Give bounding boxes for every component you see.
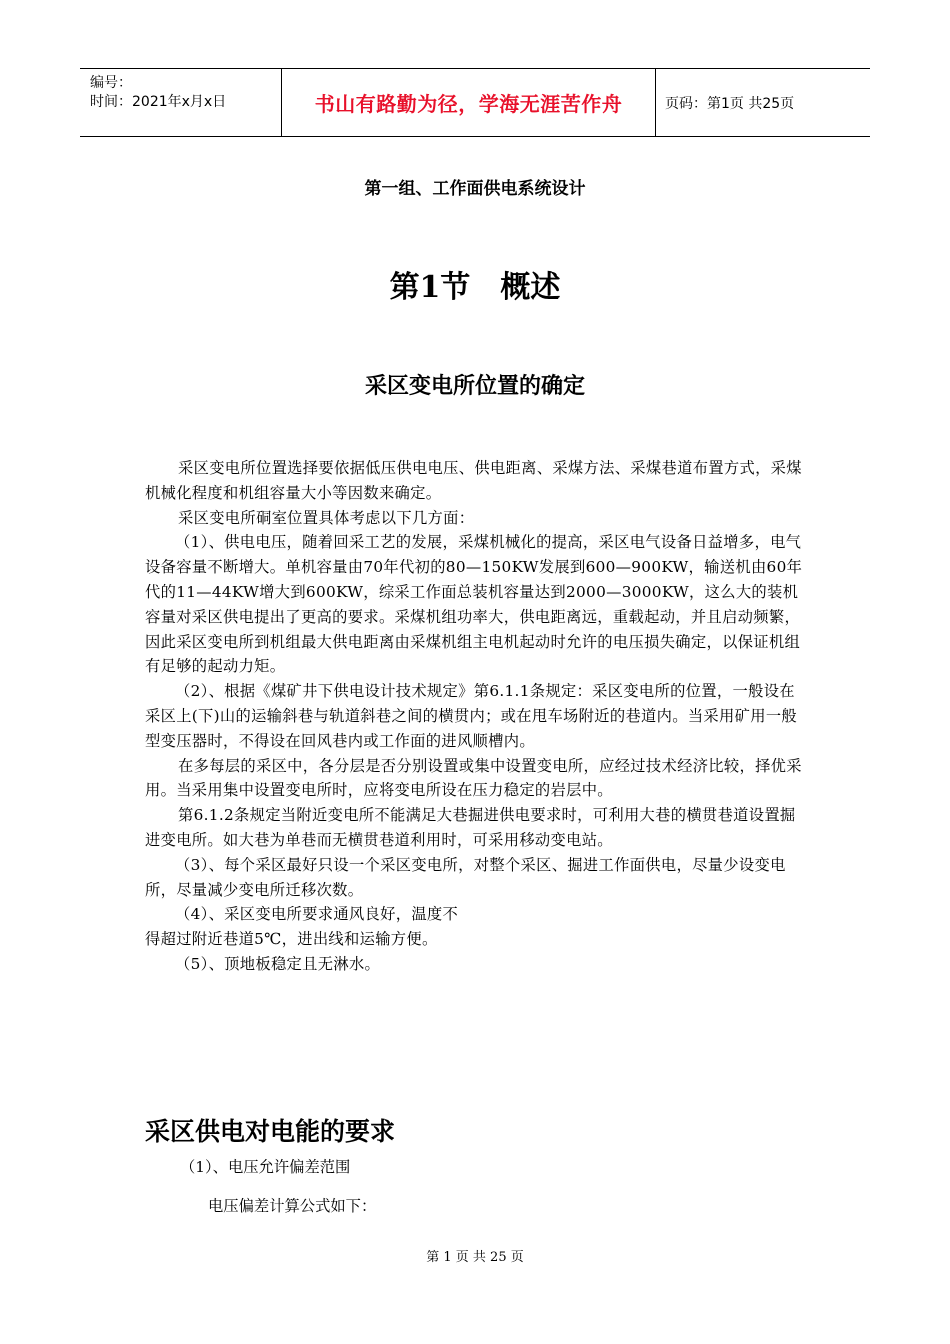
header-left: [80, 69, 280, 136]
paragraph: 第6.1.2条规定当附近变电所不能满足大巷掘进供电要求时，可利用大巷的横贯巷道设置掘进变电所。如大巷为单巷而无横贯巷道利用时，可采用移动变电站。: [145, 806, 796, 849]
paragraph: 采区变电所位置选择要依据低压供电电压、供电距离、采煤方法、采煤巷道布置方式，采煤机械化程度和机组容量大小等因数来确定。: [145, 459, 802, 502]
page-header: [80, 68, 870, 137]
paragraph: （2）、根据《煤矿井下供电设计技术规定》第6.1.1条规定：采区变电所的位置，一般设在采区上(下)山的运输斜巷与轨道斜巷之间的横贯内；或在甩车场附近的巷道内。当采用矿用一般型变压器时，不得设在回风巷内或工作面的进风顺槽内。: [145, 682, 798, 750]
body-text: [145, 456, 805, 977]
paragraph: 采区变电所硐室位置具体考虑以下几方面：: [178, 508, 475, 527]
section2-heading: 采区供电对电能的要求: [145, 1117, 396, 1146]
subsection-title: 采区变电所位置的确定: [364, 374, 585, 399]
paragraph: 在多每层的采区中，各分层是否分别设置或集中设置变电所，应经过技术经济比较，择优采用。当采用集中设置变电所时，应将变电所设在压力稳定的岩层中。: [145, 756, 802, 800]
motto-text: 书山有路勤为径，学海无涯苦作舟: [314, 92, 623, 116]
time-label: 时间：2021年x月x日: [90, 94, 227, 110]
page-footer: 第 1 页 共 25 页: [426, 1250, 524, 1265]
group-title: 第一组、工作面供电系统设计: [364, 179, 586, 199]
section-title: 第1节 概述: [389, 270, 561, 305]
paragraph: （1）、供电电压，随着回采工艺的发展，采煤机械化的提高，采区电气设备日益增多，电气设备容量不断增大。单机容量由70年代初的80—150KW发展到600—900KW，输送机由60年代的11—44KW增大到600KW，综采工作面总装机容量达到2000—3000KW，这么大的装机容量对采区供电提出了更高的要求。采煤机组功率大，供电距离远，重载起动，并且启动频繁，因此采区变电所到机组最大供电距离由采煤机组主电机起动时允许的电压损失确定，以保证机组有足够的起动力矩。: [145, 533, 803, 676]
section2-item2: 电压偏差计算公式如下：: [208, 1197, 377, 1215]
section2-item1: （1）、电压允许偏差范围: [180, 1158, 351, 1176]
paragraph: （3）、每个采区最好只设一个采区变电所，对整个采区、掘进工作面供电，尽量少设变电所，尽量减少变电所迁移次数。: [145, 855, 786, 899]
number-label: 编号：: [90, 75, 132, 91]
paragraph: （5）、顶地板稳定且无淋水。: [175, 954, 381, 973]
paragraph: 得超过附近巷道5℃，进出线和运输方便。: [145, 930, 438, 949]
paragraph: （4）、采区变电所要求通风良好，温度不: [175, 905, 459, 924]
header-page-info: 页码：第1页 共25页: [665, 95, 795, 112]
header-motto: [281, 69, 656, 136]
